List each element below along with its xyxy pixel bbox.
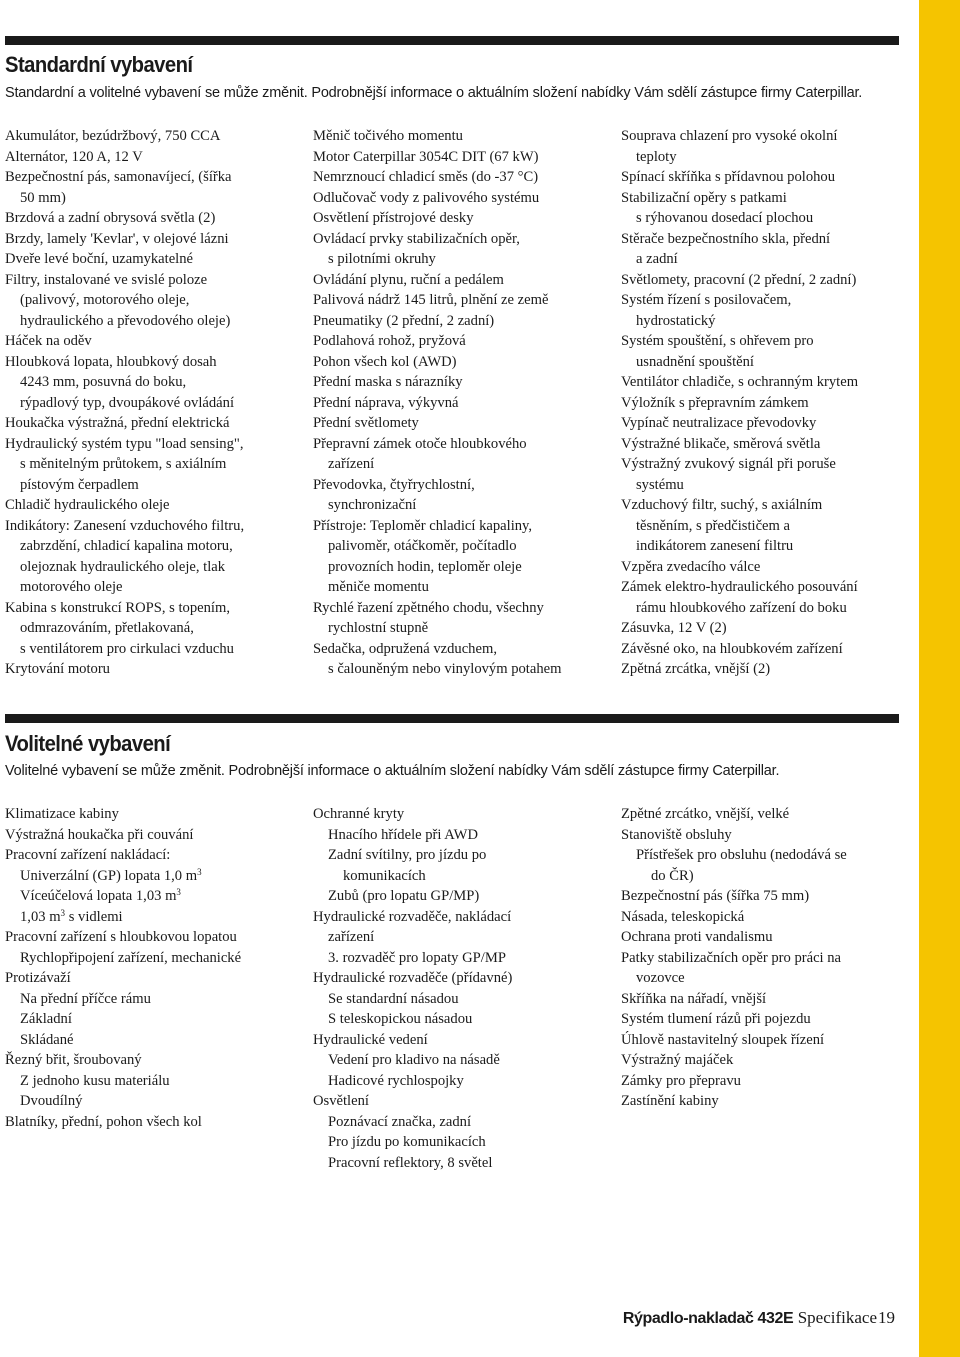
list-item-continuation: Univerzální (GP) lopata 1,0 $m^3$ — [20, 866, 202, 884]
list-item: Spínací skříňka s přídavnou polohou — [621, 169, 836, 185]
page-number: 19 — [878, 1308, 895, 1327]
list-item: Vypínač neutralizace převodovky — [621, 415, 817, 431]
list-item-continuation: měniče momentu — [328, 579, 429, 595]
list-item: Hydraulický systém typu "load sensing", — [5, 435, 244, 452]
optional-column-1 — [5, 804, 310, 1132]
list-item-continuation: odmrazováním, přetlakovaná, — [20, 620, 194, 636]
list-item-continuation: Vedení pro kladivo na násadě — [328, 1052, 500, 1068]
list-item: Hydraulické rozvaděče, nakládací — [313, 908, 512, 925]
section-rule-optional — [5, 714, 899, 723]
list-item: Systém spouštění, s ohřevem pro — [621, 333, 814, 349]
list-item: Ovládací prvky stabilizačních opěr, — [313, 230, 520, 247]
list-item: Alternátor, 120 A, 12 V — [5, 148, 143, 165]
list-item: Hydraulické vedení — [313, 1031, 428, 1048]
list-item-continuation: systému — [636, 476, 684, 493]
page-footer — [623, 1308, 877, 1328]
list-item-continuation: komunikacích — [343, 867, 426, 884]
list-item-continuation: (palivový, motorového oleje, — [20, 292, 190, 308]
list-item: Ventilátor chladiče, s ochranným krytem — [621, 374, 859, 390]
standard-title: Standardní vybavení — [5, 52, 193, 77]
list-item-continuation: vozovce — [636, 970, 685, 986]
list-item: Stanoviště obsluhy — [621, 826, 732, 843]
list-item-continuation: Na přední příčce rámu — [20, 990, 151, 1007]
list-item: Zpětná zrcátka, vnější (2) — [621, 661, 771, 677]
list-item-continuation: rámu hloubkového zařízení do boku — [636, 599, 847, 616]
list-item-continuation: Z jednoho kusu materiálu — [20, 1072, 170, 1089]
list-item: Ochrana proti vandalismu — [621, 929, 773, 945]
list-item: Systém řízení s posilovačem, — [621, 292, 792, 308]
list-item-continuation: hydraulického a převodového oleje) — [20, 312, 231, 329]
list-item: Bezpečnostní pás, samonavíjecí, (šířka — [5, 169, 232, 185]
list-item: Vzpěra zvedacího válce — [621, 558, 761, 575]
list-item: Akumulátor, bezúdržbový, 750 CCA — [5, 128, 221, 144]
standard-column-1 — [5, 126, 310, 680]
list-item: Brzdy, lamely 'Kevlar', v olejové lázni — [5, 230, 229, 247]
list-item-continuation: Základní — [20, 1011, 72, 1027]
list-item: Měnič točivého momentu — [313, 128, 463, 144]
list-item-continuation: hydrostatický — [636, 312, 716, 329]
list-item: Výstražný zvukový signál při poruše — [621, 456, 836, 472]
list-item-continuation: synchronizační — [328, 497, 417, 513]
list-item: Palivová nádrž 145 litrů, plnění ze země — [313, 292, 549, 308]
standard-subtitle: Standardní a volitelné vybavení se může změnit. Podrobnější informace o aktuálním složení nabídky Vám sdělí zástupce firmy Caterpillar. — [5, 85, 863, 101]
list-item: Výstražný majáček — [621, 1052, 734, 1068]
list-item-continuation: usnadnění spouštění — [636, 353, 754, 370]
list-item-continuation: provozních hodin, teploměr oleje — [328, 558, 522, 575]
list-item: Krytování motoru — [5, 661, 110, 677]
list-item: Blatníky, přední, pohon všech kol — [5, 1113, 202, 1130]
list-item: Chladič hydraulického oleje — [5, 497, 170, 513]
list-item-continuation: Přístřešek pro obsluhu (nedodává se — [636, 847, 847, 863]
list-item: Pracovní zařízení nakládací: — [5, 847, 171, 863]
list-item-continuation: Se standardní násadou — [328, 990, 459, 1007]
list-item: Přepravní zámek otoče hloubkového — [313, 435, 527, 452]
list-item: Systém tlumení rázů při pojezdu — [621, 1011, 811, 1027]
list-item: Světlomety, pracovní (2 přední, 2 zadní) — [621, 271, 857, 288]
footer-product-name: Rýpadlo-nakladač 432E — [622, 1310, 794, 1327]
list-item-continuation: Pracovní reflektory, 8 světel — [328, 1154, 493, 1171]
list-item-continuation: motorového oleje — [20, 579, 123, 595]
list-item-continuation: Hnacího hřídele při AWD — [328, 826, 478, 843]
list-item: Filtry, instalované ve svislé poloze — [5, 271, 208, 288]
list-item: Přístroje: Teploměr chladicí kapaliny, — [313, 517, 533, 534]
list-item-continuation: palivoměr, otáčkoměr, počítadlo — [328, 538, 517, 554]
list-item: Dveře levé boční, uzamykatelné — [5, 251, 194, 267]
list-item: Úhlově nastavitelný sloupek řízení — [621, 1031, 825, 1048]
list-item: Přední maska s nárazníky — [313, 374, 463, 390]
list-item: Stěrače bezpečnostního skla, přední — [621, 230, 831, 247]
list-item: Násada, teleskopická — [621, 908, 745, 925]
list-item-continuation: Poznávací značka, zadní — [328, 1113, 472, 1130]
list-item-continuation: Dvoudílný — [20, 1093, 83, 1109]
list-item: Skříňka na nářadí, vnější — [621, 990, 767, 1007]
list-item-continuation: Rychlopřipojení zařízení, mechanické — [20, 949, 242, 966]
list-item-continuation: zařízení — [328, 929, 375, 945]
list-item-continuation: indikátorem zanesení filtru — [636, 538, 794, 554]
list-item: Houkačka výstražná, přední elektrická — [5, 415, 230, 431]
standard-column-2 — [313, 126, 618, 680]
list-item-continuation: olejoznak hydraulického oleje, tlak — [20, 558, 226, 575]
optional-title: Volitelné vybavení — [5, 731, 171, 756]
list-item: Motor Caterpillar 3054C DIT (67 kW) — [313, 148, 539, 165]
list-item-continuation: 50 mm) — [20, 189, 66, 206]
list-item-continuation: teploty — [636, 148, 677, 165]
list-item: Pneumatiky (2 přední, 2 zadní) — [313, 312, 495, 329]
list-item-continuation: s rýhovanou dosedací plochou — [636, 210, 814, 226]
standard-column-3 — [621, 126, 926, 680]
list-item-continuation: těsněním, s předčističem a — [636, 517, 790, 534]
list-item: Hydraulické rozvaděče (přídavné) — [313, 970, 513, 986]
list-item-continuation: s pilotními okruhy — [328, 251, 436, 267]
list-item-continuation: a zadní — [636, 251, 678, 267]
list-item-continuation: rychlostní stupně — [328, 620, 429, 636]
list-item-continuation: Skládané — [20, 1031, 74, 1048]
list-item-continuation: zařízení — [328, 456, 375, 472]
list-item: Závěsné oko, na hloubkovém zařízení — [621, 640, 843, 657]
list-item: Pohon všech kol (AWD) — [313, 353, 457, 370]
list-item: Řezný břit, šroubovaný — [5, 1052, 142, 1068]
list-item: Souprava chlazení pro vysoké okolní — [621, 128, 838, 144]
list-item: Bezpečnostní pás (šířka 75 mm) — [621, 888, 810, 904]
list-item-continuation: s čalouněným nebo vinylovým potahem — [328, 661, 562, 677]
list-item: Odlučovač vody z palivového systému — [313, 189, 540, 206]
list-item-continuation: s ventilátorem pro cirkulaci vzduchu — [20, 640, 234, 657]
list-item: Zámek elektro-hydraulického posouvání — [621, 579, 858, 595]
optional-column-3 — [621, 804, 926, 1112]
list-item: Brzdová a zadní obrysová světla (2) — [5, 210, 216, 226]
list-item: Zastínění kabiny — [621, 1093, 719, 1109]
list-item: Výstražné blikače, směrová světla — [621, 435, 821, 452]
list-item: Osvětlení přístrojové desky — [313, 210, 474, 226]
optional-column-2 — [313, 804, 618, 1173]
list-item-continuation: pístovým čerpadlem — [20, 476, 139, 493]
list-item: Hloubková lopata, hloubkový dosah — [5, 353, 217, 370]
list-item-continuation: rýpadlový typ, dvoupákové ovládání — [20, 394, 234, 411]
list-item-continuation: 3. rozvaděč pro lopaty GP/MP — [328, 949, 506, 966]
list-item: Podlahová rohož, pryžová — [313, 333, 466, 349]
optional-subtitle: Volitelné vybavení se může změnit. Podrobnější informace o aktuálním složení nabídky Vám sdělí zástupce firmy Caterpillar. — [5, 763, 780, 779]
list-item: Přední světlomety — [313, 415, 419, 431]
list-item-continuation: S teleskopickou násadou — [328, 1011, 473, 1027]
list-item: Kabina s konstrukcí ROPS, s topením, — [5, 599, 230, 616]
list-item: Pracovní zařízení s hloubkovou lopatou — [5, 929, 237, 945]
list-item: Výložník s přepravním zámkem — [621, 394, 809, 411]
list-item: Zásuvka, 12 V (2) — [621, 620, 727, 636]
list-item: Háček na oděv — [5, 333, 92, 349]
list-item: Indikátory: Zanesení vzduchového filtru, — [5, 517, 245, 534]
section-rule-standard — [5, 36, 899, 45]
list-item: Patky stabilizačních opěr pro práci na — [621, 949, 842, 966]
list-item-continuation: s měnitelným průtokem, s axiálním — [20, 456, 227, 472]
list-item: Osvětlení — [313, 1093, 369, 1109]
list-item: Přední náprava, výkyvná — [313, 394, 459, 411]
list-item: Nemrznoucí chladicí směs (do -37 °C) — [313, 169, 539, 185]
list-item: Zámky pro přepravu — [621, 1072, 741, 1089]
list-item: Vzduchový filtr, suchý, s axiálním — [621, 497, 823, 513]
list-item: Protizávaží — [5, 970, 71, 986]
list-item-continuation: do ČR) — [651, 867, 694, 884]
list-item: Stabilizační opěry s patkami — [621, 189, 787, 206]
list-item-continuation: Hadicové rychlospojky — [328, 1072, 464, 1089]
list-item-continuation: 1,03 $m^3$ s vidlemi — [20, 907, 123, 925]
list-item-continuation: Zubů (pro lopatu GP/MP) — [328, 888, 480, 904]
list-item-continuation: Víceúčelová lopata 1,03 $m^3$ — [20, 887, 181, 904]
list-item: Zpětné zrcátko, vnější, velké — [621, 806, 790, 822]
list-item-continuation: Zadní svítilny, pro jízdu po — [328, 847, 487, 863]
list-item-continuation: 4243 mm, posuvná do boku, — [20, 374, 187, 390]
list-item-continuation: Pro jízdu po komunikacích — [328, 1134, 486, 1150]
list-item: Sedačka, odpružená vzduchem, — [313, 640, 497, 657]
list-item: Rychlé řazení zpětného chodu, všechny — [313, 599, 544, 616]
list-item: Klimatizace kabiny — [5, 806, 119, 822]
list-item: Ochranné kryty — [313, 806, 405, 822]
footer-label: Specifikace — [797, 1308, 877, 1327]
list-item: Výstražná houkačka při couvání — [5, 826, 194, 843]
list-item-continuation: zabrzdění, chladicí kapalina motoru, — [20, 538, 233, 554]
list-item: Převodovka, čtyřrychlostní, — [313, 476, 475, 493]
list-item: Ovládání plynu, ruční a pedálem — [313, 271, 504, 288]
